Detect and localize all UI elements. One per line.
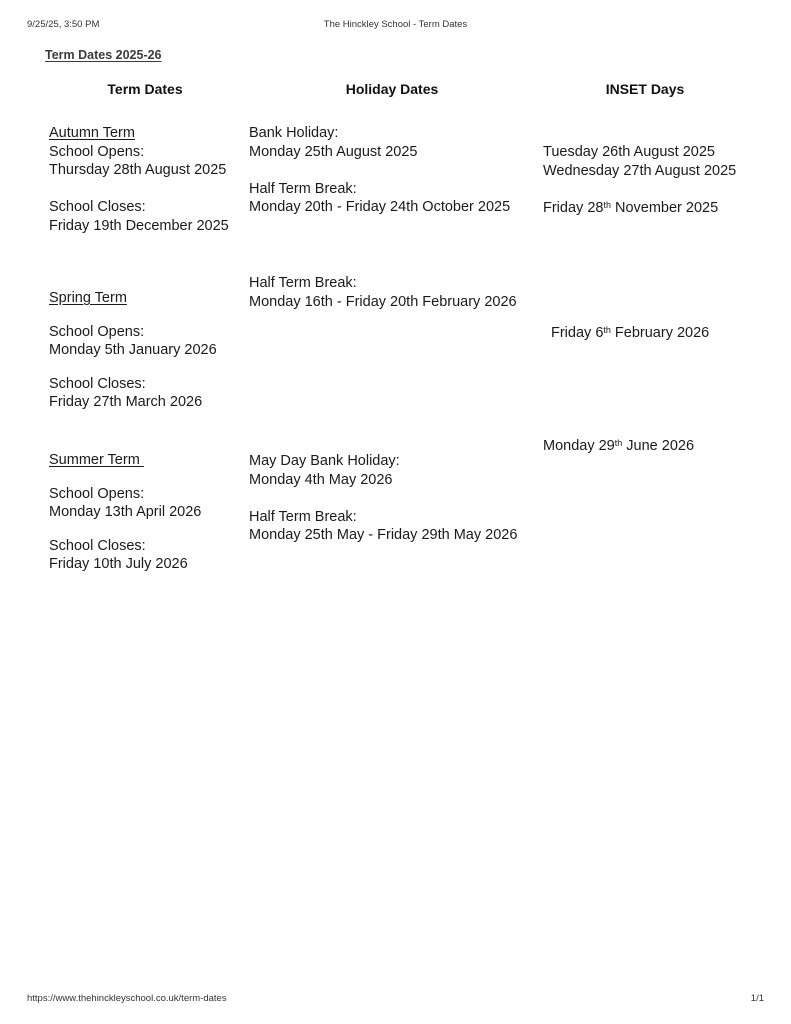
spacer [49,470,254,485]
autumn-half-term-label: Half Term Break: [249,180,357,197]
autumn-opens-label: School Opens: [49,143,145,160]
term-name-autumn: Autumn Term [49,125,135,141]
summer-opens-label: School Opens: [49,485,145,502]
inset-autumn-day-3 [543,199,773,219]
autumn-closes-label: School Closes: [49,199,146,216]
term-name-summer: Summer Term [49,452,144,468]
spacer [543,180,773,199]
autumn-opens-date: Thursday 28th August 2025 [49,162,227,179]
inset-summer-day-1-suffix: June 2026 [622,438,695,454]
spring-half-term-label: Half Term Break: [249,275,357,291]
print-footer-url[interactable]: https://www.thehinckleyschool.co.uk/term-dates [27,993,227,1004]
spacer [49,360,254,375]
summer-bank-holiday-date: Monday 4th May 2026 [249,471,393,488]
term-block-autumn [49,124,254,236]
spacer [249,161,539,180]
inset-block-summer [543,437,773,457]
spacer [49,180,254,199]
inset-autumn-day-3-prefix: Friday 28 [543,199,604,216]
summer-closes-label: School Closes: [49,537,146,554]
summer-closes-date: Friday 10th July 2026 [49,556,188,573]
inset-block-autumn [543,143,773,218]
column-headers [0,81,791,101]
term-block-spring [49,289,254,412]
print-footer-page-number: 1/1 [750,993,764,1004]
inset-spring-day-1-suffix: February 2026 [610,325,710,341]
summer-opens-date: Monday 13th April 2026 [49,504,202,521]
spacer [49,308,254,323]
summer-bank-holiday-label: May Day Bank Holiday: [249,453,400,469]
autumn-half-term-date: Monday 20th - Friday 24th October 2025 [249,199,511,216]
print-header-date: 9/25/25, 3:50 PM [27,19,100,30]
autumn-bank-holiday-date: Monday 25th August 2025 [249,143,418,160]
ordinal-suffix-superscript: th [603,324,611,335]
inset-autumn-day-2: Wednesday 27th August 2025 [543,162,737,179]
inset-summer-day-1-prefix: Monday 29 [543,438,615,454]
spring-opens-date: Monday 5th January 2026 [49,342,217,359]
column-header-holiday-dates: Holiday Dates [345,81,439,97]
page-title: Term Dates 2025-26 [45,48,162,62]
spring-opens-label: School Opens: [49,323,145,340]
print-header-title: The Hinckley School - Term Dates [323,19,468,30]
holiday-block-autumn [249,124,539,217]
column-header-term-dates: Term Dates [107,81,183,97]
ordinal-suffix-superscript: th [614,437,623,448]
spring-half-term-date: Monday 16th - Friday 20th February 2026 [249,293,517,310]
holiday-block-summer [249,452,539,545]
term-name-spring: Spring Term [49,290,127,306]
summer-half-term-date: Monday 25th May - Friday 29th May 2026 [249,527,518,544]
autumn-bank-holiday-label: Bank Holiday: [249,125,339,141]
column-header-inset-days: INSET Days [605,81,685,97]
ordinal-suffix-superscript: th [603,199,611,210]
inset-spring-day-1-prefix: Friday 6 [551,325,604,341]
holiday-block-spring [249,274,539,311]
spacer [249,489,539,508]
inset-spring-day-1 [551,324,781,344]
spring-closes-date: Friday 27th March 2026 [49,394,203,411]
inset-block-spring [551,324,781,344]
inset-summer-day-1 [543,437,773,457]
summer-half-term-label: Half Term Break: [249,508,357,525]
spring-closes-label: School Closes: [49,375,146,392]
spacer [49,522,254,537]
term-block-summer [49,451,254,574]
inset-autumn-day-1: Tuesday 26th August 2025 [543,144,715,160]
inset-autumn-day-3-suffix: November 2025 [610,199,719,216]
autumn-closes-date: Friday 19th December 2025 [49,217,229,234]
